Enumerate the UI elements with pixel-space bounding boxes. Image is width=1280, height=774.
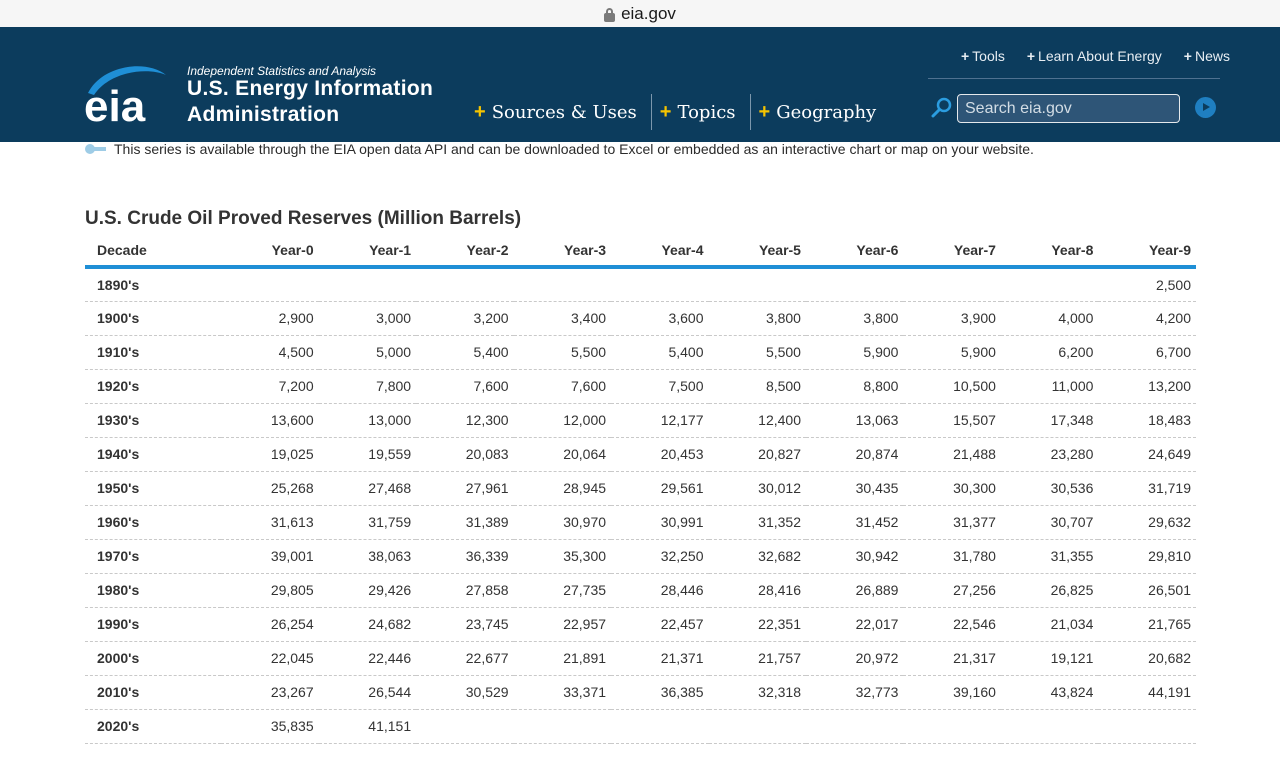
value-cell: 5,400 bbox=[611, 335, 708, 369]
value-cell: 29,426 bbox=[319, 573, 416, 607]
brand-name-line-2[interactable]: Administration bbox=[187, 103, 340, 126]
value-cell: 24,682 bbox=[319, 607, 416, 641]
column-header-year: Year-8 bbox=[1001, 234, 1098, 267]
value-cell: 24,649 bbox=[1098, 437, 1196, 471]
value-cell: 3,000 bbox=[319, 301, 416, 335]
value-cell: 22,546 bbox=[903, 607, 1000, 641]
value-cell: 21,371 bbox=[611, 641, 708, 675]
decade-cell: 1930's bbox=[85, 403, 221, 437]
column-header-year: Year-6 bbox=[806, 234, 903, 267]
value-cell: 30,300 bbox=[903, 471, 1000, 505]
utility-links bbox=[961, 48, 1230, 64]
nav-sources-and-uses[interactable]: + Sources & Uses bbox=[474, 100, 637, 123]
value-cell: 10,500 bbox=[903, 369, 1000, 403]
value-cell: 30,529 bbox=[416, 675, 513, 709]
value-cell: 30,536 bbox=[1001, 471, 1098, 505]
decade-cell: 1980's bbox=[85, 573, 221, 607]
value-cell: 5,500 bbox=[514, 335, 611, 369]
learn-about-energy-link[interactable]: + Learn About Energy bbox=[1026, 48, 1162, 64]
value-cell: 7,200 bbox=[221, 369, 318, 403]
value-cell: 31,452 bbox=[806, 505, 903, 539]
table-row bbox=[85, 403, 1196, 437]
value-cell: 32,318 bbox=[709, 675, 806, 709]
decade-cell: 1920's bbox=[85, 369, 221, 403]
value-cell: 27,735 bbox=[514, 573, 611, 607]
value-cell: 17,348 bbox=[1001, 403, 1098, 437]
table-row bbox=[85, 607, 1196, 641]
value-cell bbox=[221, 267, 318, 301]
value-cell: 15,507 bbox=[903, 403, 1000, 437]
value-cell bbox=[806, 267, 903, 301]
key-icon bbox=[85, 144, 107, 154]
column-header-year: Year-2 bbox=[416, 234, 513, 267]
value-cell bbox=[611, 267, 708, 301]
value-cell: 23,745 bbox=[416, 607, 513, 641]
value-cell bbox=[416, 267, 513, 301]
nav-topics[interactable]: + Topics bbox=[659, 100, 736, 123]
table-row bbox=[85, 437, 1196, 471]
value-cell: 7,800 bbox=[319, 369, 416, 403]
value-cell: 26,544 bbox=[319, 675, 416, 709]
decade-cell: 1960's bbox=[85, 505, 221, 539]
value-cell: 31,377 bbox=[903, 505, 1000, 539]
value-cell: 31,759 bbox=[319, 505, 416, 539]
value-cell: 43,824 bbox=[1001, 675, 1098, 709]
value-cell: 6,700 bbox=[1098, 335, 1196, 369]
browser-url-bar[interactable] bbox=[0, 0, 1280, 27]
value-cell: 5,000 bbox=[319, 335, 416, 369]
value-cell: 29,632 bbox=[1098, 505, 1196, 539]
value-cell: 12,300 bbox=[416, 403, 513, 437]
table-header-row bbox=[85, 234, 1196, 267]
value-cell: 25,268 bbox=[221, 471, 318, 505]
value-cell: 30,435 bbox=[806, 471, 903, 505]
value-cell: 21,757 bbox=[709, 641, 806, 675]
decade-cell: 1990's bbox=[85, 607, 221, 641]
decade-cell: 1970's bbox=[85, 539, 221, 573]
value-cell: 13,000 bbox=[319, 403, 416, 437]
value-cell bbox=[611, 709, 708, 743]
value-cell bbox=[806, 709, 903, 743]
column-header-year: Year-0 bbox=[221, 234, 318, 267]
value-cell: 11,000 bbox=[1001, 369, 1098, 403]
value-cell: 28,446 bbox=[611, 573, 708, 607]
value-cell: 29,561 bbox=[611, 471, 708, 505]
value-cell: 21,317 bbox=[903, 641, 1000, 675]
value-cell: 6,200 bbox=[1001, 335, 1098, 369]
value-cell: 23,280 bbox=[1001, 437, 1098, 471]
api-note-text: This series is available through the EIA open data API and can be downloaded to Excel or embedded as an interactive chart or map on your website. bbox=[114, 141, 1034, 157]
value-cell: 38,063 bbox=[319, 539, 416, 573]
value-cell: 8,800 bbox=[806, 369, 903, 403]
plus-icon: + bbox=[474, 100, 486, 123]
svg-text:eia: eia bbox=[84, 82, 146, 127]
value-cell: 26,501 bbox=[1098, 573, 1196, 607]
column-header-year: Year-3 bbox=[514, 234, 611, 267]
value-cell bbox=[416, 709, 513, 743]
value-cell: 3,400 bbox=[514, 301, 611, 335]
plus-icon: + bbox=[960, 48, 970, 64]
value-cell: 39,160 bbox=[903, 675, 1000, 709]
value-cell: 22,957 bbox=[514, 607, 611, 641]
value-cell: 19,121 bbox=[1001, 641, 1098, 675]
utility-divider bbox=[928, 78, 1220, 79]
value-cell: 35,300 bbox=[514, 539, 611, 573]
value-cell: 31,613 bbox=[221, 505, 318, 539]
column-header-year: Year-1 bbox=[319, 234, 416, 267]
table-row bbox=[85, 675, 1196, 709]
value-cell: 33,371 bbox=[514, 675, 611, 709]
value-cell: 21,034 bbox=[1001, 607, 1098, 641]
search-input[interactable] bbox=[957, 94, 1180, 123]
value-cell: 32,682 bbox=[709, 539, 806, 573]
table-row bbox=[85, 505, 1196, 539]
value-cell: 36,385 bbox=[611, 675, 708, 709]
site-header bbox=[0, 27, 1280, 142]
value-cell: 13,200 bbox=[1098, 369, 1196, 403]
value-cell bbox=[1001, 267, 1098, 301]
search-icon[interactable] bbox=[931, 97, 953, 119]
value-cell: 22,351 bbox=[709, 607, 806, 641]
decade-cell: 2020's bbox=[85, 709, 221, 743]
column-header-year: Year-4 bbox=[611, 234, 708, 267]
value-cell: 3,600 bbox=[611, 301, 708, 335]
value-cell: 12,400 bbox=[709, 403, 806, 437]
value-cell: 3,200 bbox=[416, 301, 513, 335]
value-cell bbox=[709, 267, 806, 301]
value-cell: 21,488 bbox=[903, 437, 1000, 471]
value-cell: 3,800 bbox=[806, 301, 903, 335]
value-cell: 5,900 bbox=[903, 335, 1000, 369]
nav-geography[interactable]: + Geography bbox=[758, 100, 877, 123]
tagline: Independent Statistics and Analysis bbox=[187, 64, 377, 78]
value-cell: 31,352 bbox=[709, 505, 806, 539]
value-cell: 20,453 bbox=[611, 437, 708, 471]
value-cell: 4,500 bbox=[221, 335, 318, 369]
value-cell bbox=[1001, 709, 1098, 743]
value-cell bbox=[903, 267, 1000, 301]
table-row bbox=[85, 301, 1196, 335]
decade-cell: 1940's bbox=[85, 437, 221, 471]
value-cell: 7,600 bbox=[416, 369, 513, 403]
value-cell: 13,600 bbox=[221, 403, 318, 437]
url-text[interactable]: eia.gov bbox=[621, 3, 676, 23]
value-cell: 22,457 bbox=[611, 607, 708, 641]
value-cell: 39,001 bbox=[221, 539, 318, 573]
value-cell: 2,900 bbox=[221, 301, 318, 335]
value-cell: 31,719 bbox=[1098, 471, 1196, 505]
value-cell: 30,970 bbox=[514, 505, 611, 539]
decade-cell: 1890's bbox=[85, 267, 221, 301]
value-cell: 13,063 bbox=[806, 403, 903, 437]
value-cell: 3,900 bbox=[903, 301, 1000, 335]
table-title: U.S. Crude Oil Proved Reserves (Million Barrels) bbox=[85, 208, 522, 229]
news-link[interactable]: + News bbox=[1183, 48, 1230, 64]
value-cell: 30,942 bbox=[806, 539, 903, 573]
value-cell: 12,177 bbox=[611, 403, 708, 437]
plus-icon: + bbox=[659, 100, 672, 123]
value-cell: 44,191 bbox=[1098, 675, 1196, 709]
value-cell: 12,000 bbox=[514, 403, 611, 437]
value-cell: 22,017 bbox=[806, 607, 903, 641]
column-header-year: Year-5 bbox=[709, 234, 806, 267]
column-header-decade: Decade bbox=[85, 234, 221, 267]
value-cell: 7,600 bbox=[514, 369, 611, 403]
value-cell: 20,827 bbox=[709, 437, 806, 471]
decade-cell: 2000's bbox=[85, 641, 221, 675]
value-cell: 21,891 bbox=[514, 641, 611, 675]
value-cell bbox=[514, 267, 611, 301]
value-cell bbox=[319, 267, 416, 301]
table-row bbox=[85, 369, 1196, 403]
value-cell: 5,400 bbox=[416, 335, 513, 369]
decade-cell: 1950's bbox=[85, 471, 221, 505]
value-cell: 29,805 bbox=[221, 573, 318, 607]
tools-link[interactable]: + Tools bbox=[960, 48, 1005, 64]
api-note bbox=[85, 141, 1034, 157]
plus-icon: + bbox=[1183, 48, 1192, 64]
value-cell: 5,900 bbox=[806, 335, 903, 369]
value-cell bbox=[709, 709, 806, 743]
reserves-table bbox=[85, 234, 1196, 744]
value-cell: 30,991 bbox=[611, 505, 708, 539]
value-cell: 32,773 bbox=[806, 675, 903, 709]
value-cell: 20,064 bbox=[514, 437, 611, 471]
plus-icon: + bbox=[1026, 48, 1036, 64]
value-cell: 20,682 bbox=[1098, 641, 1196, 675]
value-cell: 30,012 bbox=[709, 471, 806, 505]
value-cell: 31,389 bbox=[416, 505, 513, 539]
value-cell: 41,151 bbox=[319, 709, 416, 743]
value-cell: 28,945 bbox=[514, 471, 611, 505]
table-row bbox=[85, 539, 1196, 573]
value-cell: 19,559 bbox=[319, 437, 416, 471]
value-cell: 22,446 bbox=[319, 641, 416, 675]
value-cell: 23,267 bbox=[221, 675, 318, 709]
value-cell bbox=[514, 709, 611, 743]
value-cell: 20,972 bbox=[806, 641, 903, 675]
table-row bbox=[85, 335, 1196, 369]
value-cell: 7,500 bbox=[611, 369, 708, 403]
brand-name-line-1[interactable]: U.S. Energy Information bbox=[187, 77, 434, 100]
plus-icon: + bbox=[758, 100, 771, 123]
eia-logo[interactable] bbox=[84, 63, 174, 127]
value-cell: 32,250 bbox=[611, 539, 708, 573]
value-cell: 22,677 bbox=[416, 641, 513, 675]
value-cell: 30,707 bbox=[1001, 505, 1098, 539]
value-cell: 21,765 bbox=[1098, 607, 1196, 641]
value-cell: 27,961 bbox=[416, 471, 513, 505]
table-row bbox=[85, 573, 1196, 607]
value-cell: 27,858 bbox=[416, 573, 513, 607]
lock-icon bbox=[604, 8, 615, 22]
value-cell: 26,889 bbox=[806, 573, 903, 607]
value-cell: 28,416 bbox=[709, 573, 806, 607]
decade-cell: 1910's bbox=[85, 335, 221, 369]
column-header-year: Year-7 bbox=[903, 234, 1000, 267]
value-cell: 3,800 bbox=[709, 301, 806, 335]
value-cell bbox=[1098, 709, 1196, 743]
table-row bbox=[85, 267, 1196, 301]
value-cell: 2,500 bbox=[1098, 267, 1196, 301]
table-row bbox=[85, 471, 1196, 505]
value-cell: 8,500 bbox=[709, 369, 806, 403]
value-cell: 36,339 bbox=[416, 539, 513, 573]
value-cell: 4,200 bbox=[1098, 301, 1196, 335]
main-nav bbox=[466, 94, 890, 130]
value-cell bbox=[903, 709, 1000, 743]
value-cell: 4,000 bbox=[1001, 301, 1098, 335]
value-cell: 19,025 bbox=[221, 437, 318, 471]
value-cell: 26,825 bbox=[1001, 573, 1098, 607]
value-cell: 22,045 bbox=[221, 641, 318, 675]
decade-cell: 2010's bbox=[85, 675, 221, 709]
value-cell: 20,083 bbox=[416, 437, 513, 471]
value-cell: 27,256 bbox=[903, 573, 1000, 607]
search-submit-button[interactable] bbox=[1195, 97, 1216, 118]
value-cell: 29,810 bbox=[1098, 539, 1196, 573]
table-row bbox=[85, 709, 1196, 743]
value-cell: 5,500 bbox=[709, 335, 806, 369]
value-cell: 26,254 bbox=[221, 607, 318, 641]
value-cell: 18,483 bbox=[1098, 403, 1196, 437]
value-cell: 20,874 bbox=[806, 437, 903, 471]
value-cell: 31,355 bbox=[1001, 539, 1098, 573]
value-cell: 27,468 bbox=[319, 471, 416, 505]
column-header-year: Year-9 bbox=[1098, 234, 1196, 267]
value-cell: 31,780 bbox=[903, 539, 1000, 573]
decade-cell: 1900's bbox=[85, 301, 221, 335]
table-row bbox=[85, 641, 1196, 675]
value-cell: 35,835 bbox=[221, 709, 318, 743]
